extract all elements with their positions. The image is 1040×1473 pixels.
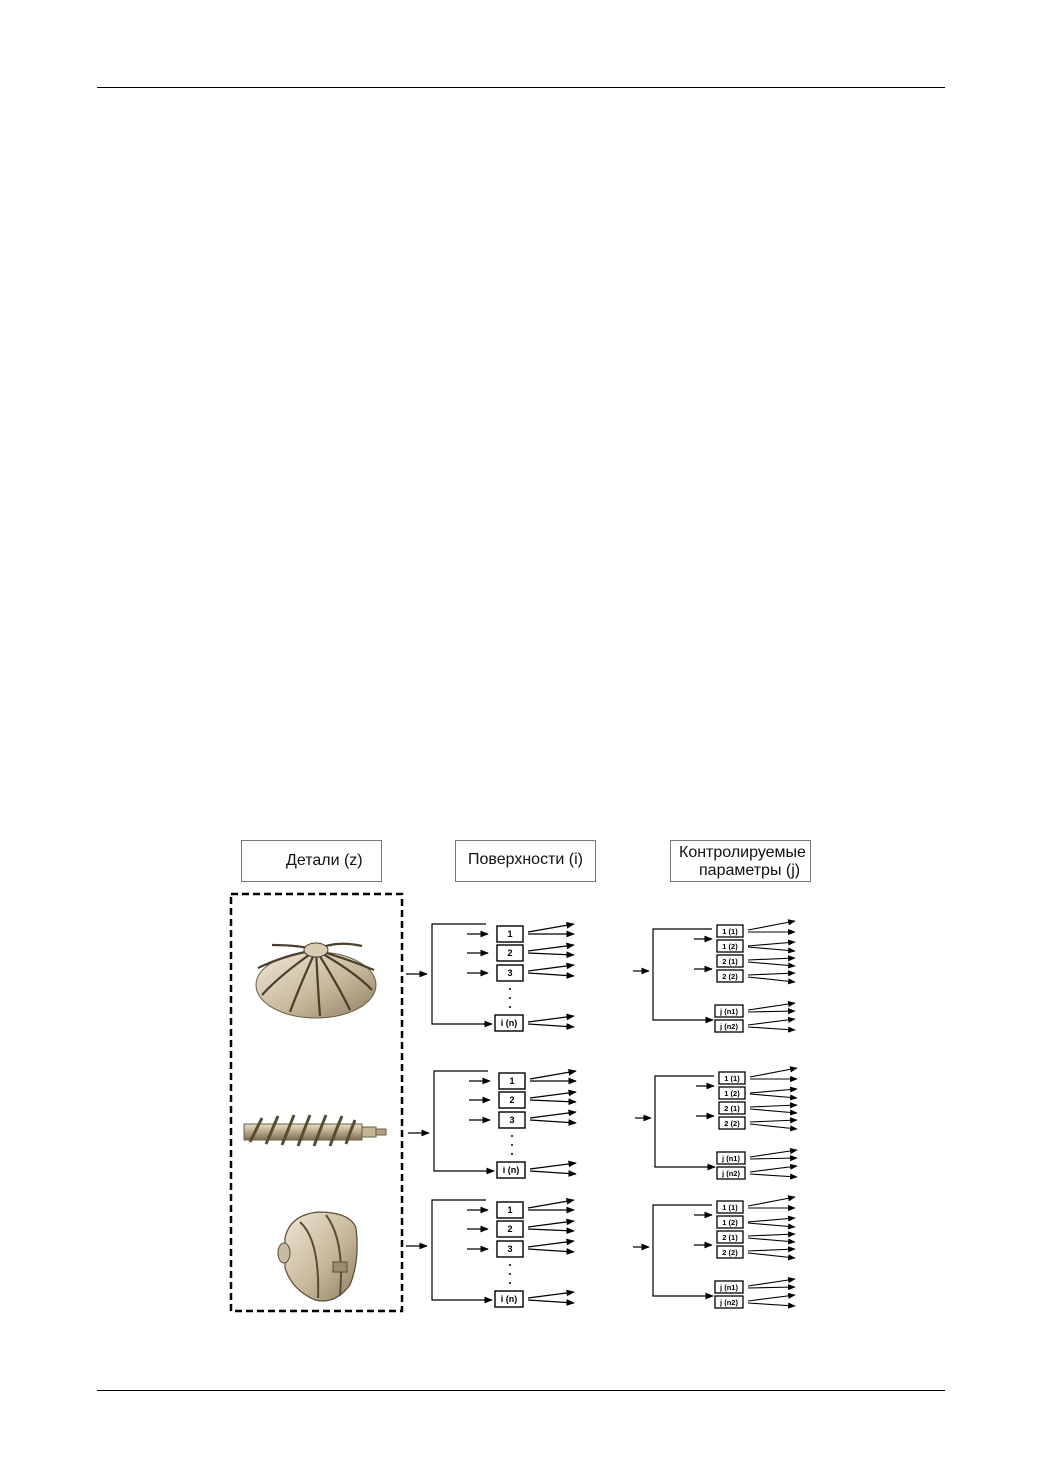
param-label: 1 (2) <box>724 1089 740 1098</box>
param-box <box>715 1281 743 1293</box>
param-label: 1 (2) <box>722 942 738 951</box>
surface-box-2 <box>499 1092 525 1108</box>
header-params-line2: параметры (j) <box>699 862 801 879</box>
surface-label: i (n) <box>502 1165 520 1175</box>
surface-label: 2 <box>507 948 513 958</box>
param-label: 2 (1) <box>722 1233 738 1242</box>
param-label: 2 (1) <box>722 957 738 966</box>
param-label: 2 (1) <box>724 1104 740 1113</box>
param-box <box>715 1020 743 1032</box>
param-label: j (n1) <box>720 1283 738 1292</box>
surface-label: i (n) <box>500 1294 518 1304</box>
surface-box-1 <box>497 926 523 942</box>
param-box <box>717 1216 743 1228</box>
surface-box-2 <box>497 945 523 961</box>
param-label: j (n2) <box>720 1022 738 1031</box>
surface-label: 2 <box>507 1224 513 1234</box>
param-label: j (n2) <box>722 1169 740 1178</box>
surface-label: 3 <box>507 1244 513 1254</box>
surface-box-n <box>495 1015 523 1031</box>
param-label: j (n1) <box>720 1007 738 1016</box>
param-box <box>719 1072 745 1084</box>
header-params-line1: Контролируемые <box>679 844 806 861</box>
param-label: j (n2) <box>720 1298 738 1307</box>
surface-label: 3 <box>509 1115 515 1125</box>
param-label: 1 (2) <box>722 1218 738 1227</box>
param-box <box>719 1102 745 1114</box>
param-label: 2 (2) <box>724 1119 740 1128</box>
surface-label: i (n) <box>500 1018 518 1028</box>
param-box <box>715 1005 743 1017</box>
dots <box>509 988 511 1008</box>
param-label: 1 (1) <box>724 1074 740 1083</box>
surface-box-3 <box>497 965 523 981</box>
surface-box-n <box>495 1291 523 1307</box>
param-box <box>717 1231 743 1243</box>
surface-box-1 <box>497 1202 523 1218</box>
screw-shaft-icon <box>244 1115 386 1146</box>
param-label: 1 (1) <box>722 927 738 936</box>
surface-box-n <box>497 1162 525 1178</box>
surface-box-1 <box>499 1073 525 1089</box>
surface-box-3 <box>499 1112 525 1128</box>
dots <box>509 1264 511 1284</box>
param-label: 1 (1) <box>722 1203 738 1212</box>
param-label: j (n1) <box>722 1154 740 1163</box>
surface-label: 2 <box>509 1095 515 1105</box>
header-surfaces-label: Поверхности (i) <box>468 851 583 868</box>
row-1 <box>406 921 795 1032</box>
surface-box-2 <box>497 1221 523 1237</box>
dots <box>511 1135 513 1155</box>
surface-label: 1 <box>509 1076 515 1086</box>
surface-label: 1 <box>507 929 513 939</box>
param-label: 2 (2) <box>722 1248 738 1257</box>
param-box <box>717 1167 745 1179</box>
surface-box-3 <box>497 1241 523 1257</box>
param-box <box>717 970 743 982</box>
param-box <box>717 1201 743 1213</box>
param-box <box>719 1087 745 1099</box>
row-3 <box>406 1197 795 1308</box>
param-box <box>719 1117 745 1129</box>
param-box <box>715 1296 743 1308</box>
surface-label: 3 <box>507 968 513 978</box>
cam-part-icon <box>278 1212 357 1301</box>
param-box <box>717 1246 743 1258</box>
param-label: 2 (2) <box>722 972 738 981</box>
param-box <box>717 1152 745 1164</box>
param-box <box>717 925 743 937</box>
surface-label: 1 <box>507 1205 513 1215</box>
param-box <box>717 955 743 967</box>
row-2 <box>408 1068 797 1179</box>
impeller-icon <box>256 943 376 1018</box>
header-parts-label: Детали (z) <box>286 852 363 869</box>
param-box <box>717 940 743 952</box>
